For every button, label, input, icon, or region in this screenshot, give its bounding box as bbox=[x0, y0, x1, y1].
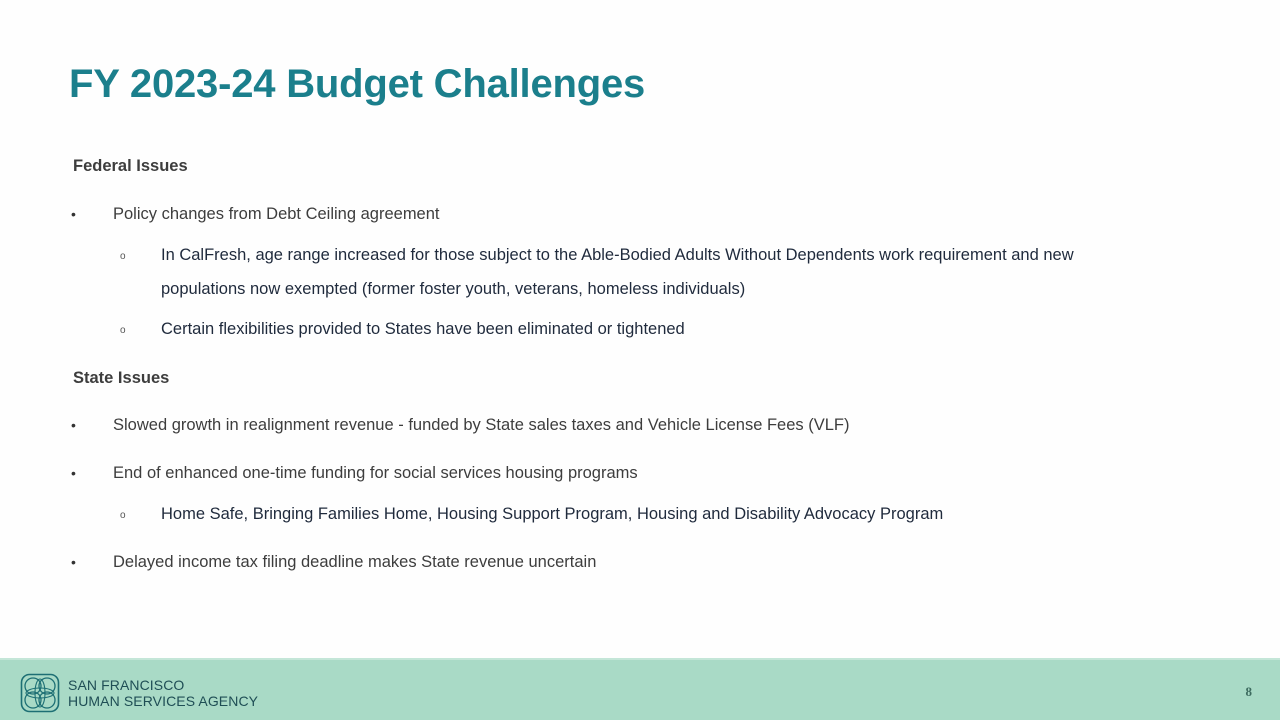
bullet-text: Delayed income tax filing deadline makes State revenue uncertain bbox=[113, 553, 597, 571]
sub-bullet-text: Certain flexibilities provided to States have been eliminated or tightened bbox=[161, 320, 685, 338]
section-heading-state: State Issues bbox=[73, 369, 170, 387]
page-number: 8 bbox=[1245, 684, 1252, 699]
bullet-icon: • bbox=[71, 417, 76, 433]
sub-bullet-text: Home Safe, Bringing Families Home, Housing Support Program, Housing and Disability Advocacy Program bbox=[161, 505, 944, 523]
bullet-icon: • bbox=[71, 206, 76, 222]
bullet-text: End of enhanced one-time funding for social services housing programs bbox=[113, 464, 638, 482]
section-heading-federal: Federal Issues bbox=[73, 157, 188, 175]
hollow-bullet-icon: o bbox=[120, 325, 126, 336]
bullet-icon: • bbox=[71, 554, 76, 570]
sub-bullet-text: In CalFresh, age range increased for those subject to the Able-Bodied Adults Without Dependents work requirement and new populations now exempted (former foster youth, veterans, homeless individuals) bbox=[161, 246, 1074, 298]
slide-title: FY 2023-24 Budget Challenges bbox=[69, 62, 646, 106]
bullet-icon: • bbox=[71, 465, 76, 481]
bullet-text: Slowed growth in realignment revenue - funded by State sales taxes and Vehicle License Fees (VLF) bbox=[113, 416, 850, 434]
agency-name-line1: SAN FRANCISCO bbox=[68, 677, 185, 693]
quatrefoil-logo-icon bbox=[20, 673, 60, 713]
hollow-bullet-icon: o bbox=[120, 510, 126, 521]
hollow-bullet-icon: o bbox=[120, 251, 126, 262]
agency-name-line2: HUMAN SERVICES AGENCY bbox=[68, 693, 259, 709]
agency-name bbox=[68, 677, 258, 709]
footer-bar bbox=[0, 658, 1280, 720]
bullet-text: Policy changes from Debt Ceiling agreement bbox=[113, 205, 440, 223]
